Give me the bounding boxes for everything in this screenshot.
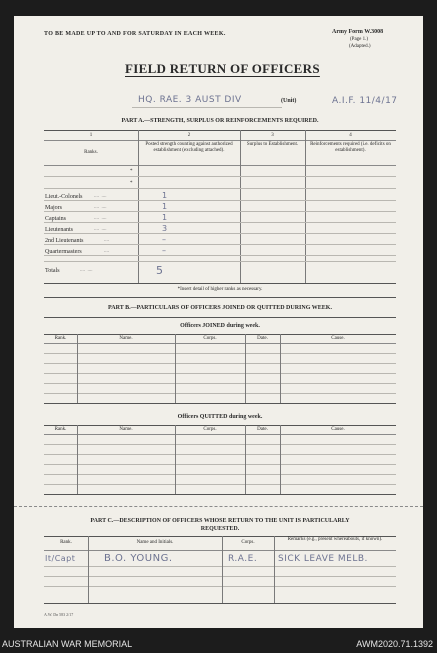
posted-2nd-lieutenants: –: [162, 235, 167, 244]
joined-col-cause: Cause.: [331, 336, 345, 341]
army-form-number: Army Form W.3008: [332, 29, 384, 35]
quitted-col-cause: Cause.: [331, 427, 345, 432]
posted-lieutenants: 3: [162, 224, 168, 233]
col-ranks-header: Ranks.: [84, 150, 98, 155]
fold-line: [14, 506, 423, 507]
part-c-col-corps: Corps.: [241, 540, 255, 545]
part-c-name-value: B.O. YOUNG.: [104, 553, 173, 564]
joined-col-corps: Corps.: [203, 336, 217, 341]
col-surplus-header: Surplus to Establishment.: [246, 142, 299, 147]
part-c-corps-value: R.A.E.: [228, 554, 258, 564]
printer-code: A.W. Dn 583 2/17: [44, 612, 74, 617]
part-c-rank-value: It/Capt: [45, 554, 76, 563]
col-posted-header: Posted strength counting against authorized establishment (excluding attached).: [145, 142, 233, 153]
posted-lieut-colonels: 1: [162, 191, 168, 200]
joined-col-name: Name.: [119, 336, 133, 341]
unit-label: (Unit): [281, 98, 297, 104]
higher-ranks-footnote: *Insert detail of higher ranks as necessary.: [177, 287, 263, 292]
totals-label: Totals: [45, 268, 60, 274]
aif-handwritten: A.I.F. 11/4/17: [332, 96, 398, 106]
quitted-col-rank: Rank.: [54, 427, 67, 432]
posted-quartermasters: –: [162, 246, 167, 255]
quitted-col-name: Name.: [119, 427, 133, 432]
form-adapted: (Adapted.): [349, 44, 371, 49]
col-1-number: 1: [89, 133, 93, 138]
part-a-title: PART A.—STRENGTH, SURPLUS OR REINFORCEMENTS REQUIRED.: [121, 118, 319, 124]
joined-col-date: Date.: [257, 336, 268, 341]
col-4-number: 4: [349, 133, 352, 138]
part-c-remarks-value: SICK LEAVE MELB.: [278, 554, 368, 564]
rank-captains: Captains: [45, 216, 66, 222]
joined-col-rank: Rank.: [54, 336, 67, 341]
col-reinforcements-header: Reinforcements required (i.e. deficits on establishment).: [310, 142, 391, 153]
rank-lieut-colonels: Lieut.-Colonels: [45, 194, 83, 200]
quitted-col-date: Date.: [257, 427, 268, 432]
quitted-col-corps: Corps.: [203, 427, 217, 432]
part-c-title-line1: PART C.—DESCRIPTION OF OFFICERS WHOSE RETURN TO THE UNIT IS PARTICULARLY: [90, 518, 350, 524]
part-c-col-rank: Rank.: [60, 540, 72, 545]
col-2-number: 2: [187, 133, 191, 138]
rank-quartermasters: Quartermasters: [45, 249, 82, 255]
joined-title: Officers JOINED during week.: [180, 323, 260, 329]
quitted-title: Officers QUITTED during week.: [177, 414, 263, 420]
posted-captains: 1: [162, 213, 168, 222]
caption-accession: AWM2020.71.1392: [356, 639, 433, 649]
form-sheet: TO BE MADE UP TO AND FOR SATURDAY IN EACH WEEK. Army Form W.3008 (Page 1.) (Adapted.) FIELD RETURN OF OFFICERS HQ. RAE. 3 AUST DIV (Unit) A.I.F. 11/4/17 PART A.—STRENGTH, SURPLUS OR REINFORCEMENTS REQUIRED. 1 2 3 4 Ranks. Posted strength counting against authorized establishment (excluding attached). Surplus to Establishment. Reinforcements required (i.e. deficits on establishment). * * Lieut.-Colonels Majors Captains Lieutenants 2nd Lieutenants Quartermasters .... .... .... .... .... .... .... .... .... .... 1 1 1 3 – – Totals .... .... 5 *Insert detail of higher ranks as necessary. PART B.—PARTICULARS OF OFFICERS JOINED OR QUITTED DURING WEEK. Officers JOINED during week. Rank. Name. Corps. Date. Cause. Officers QUITTED during week. Rank. Name. Corps. Date. Cause. PART C.—DESCRIPTION OF OFFICERS WHOSE RETURN TO THE UNIT IS PARTICULARLY REQUESTED. Rank. Name and Initials. Corps. Remarks (e.g., present whereabouts, if known). It/Capt B.O. YOUNG. R.A.E. SICK LEAVE MELB. A.W. Dn 583 2/17: [14, 16, 423, 628]
form-title: FIELD RETURN OF OFFICERS: [125, 61, 320, 76]
caption-source: AUSTRALIAN WAR MEMORIAL: [2, 639, 133, 649]
form-instruction: TO BE MADE UP TO AND FOR SATURDAY IN EACH WEEK.: [44, 31, 226, 37]
unit-handwritten: HQ. RAE. 3 AUST DIV: [138, 95, 242, 105]
col-3-number: 3: [271, 133, 274, 138]
rank-majors: Majors: [45, 205, 62, 211]
part-c-title-line2: REQUESTED.: [200, 526, 240, 532]
totals-value: 5: [156, 264, 164, 277]
rank-2nd-lieutenants: 2nd Lieutenants: [45, 238, 84, 244]
rank-lieutenants: Lieutenants: [45, 227, 73, 233]
part-c-col-remarks: Remarks (e.g., present whereabouts, if known).: [287, 537, 383, 542]
caption-bar: [0, 636, 437, 653]
part-b-title: PART B.—PARTICULARS OF OFFICERS JOINED OR QUITTED DURING WEEK.: [108, 305, 332, 311]
posted-majors: 1: [162, 202, 168, 211]
part-c-col-name: Name and Initials.: [136, 540, 174, 545]
form-page: (Page 1.): [350, 37, 369, 42]
